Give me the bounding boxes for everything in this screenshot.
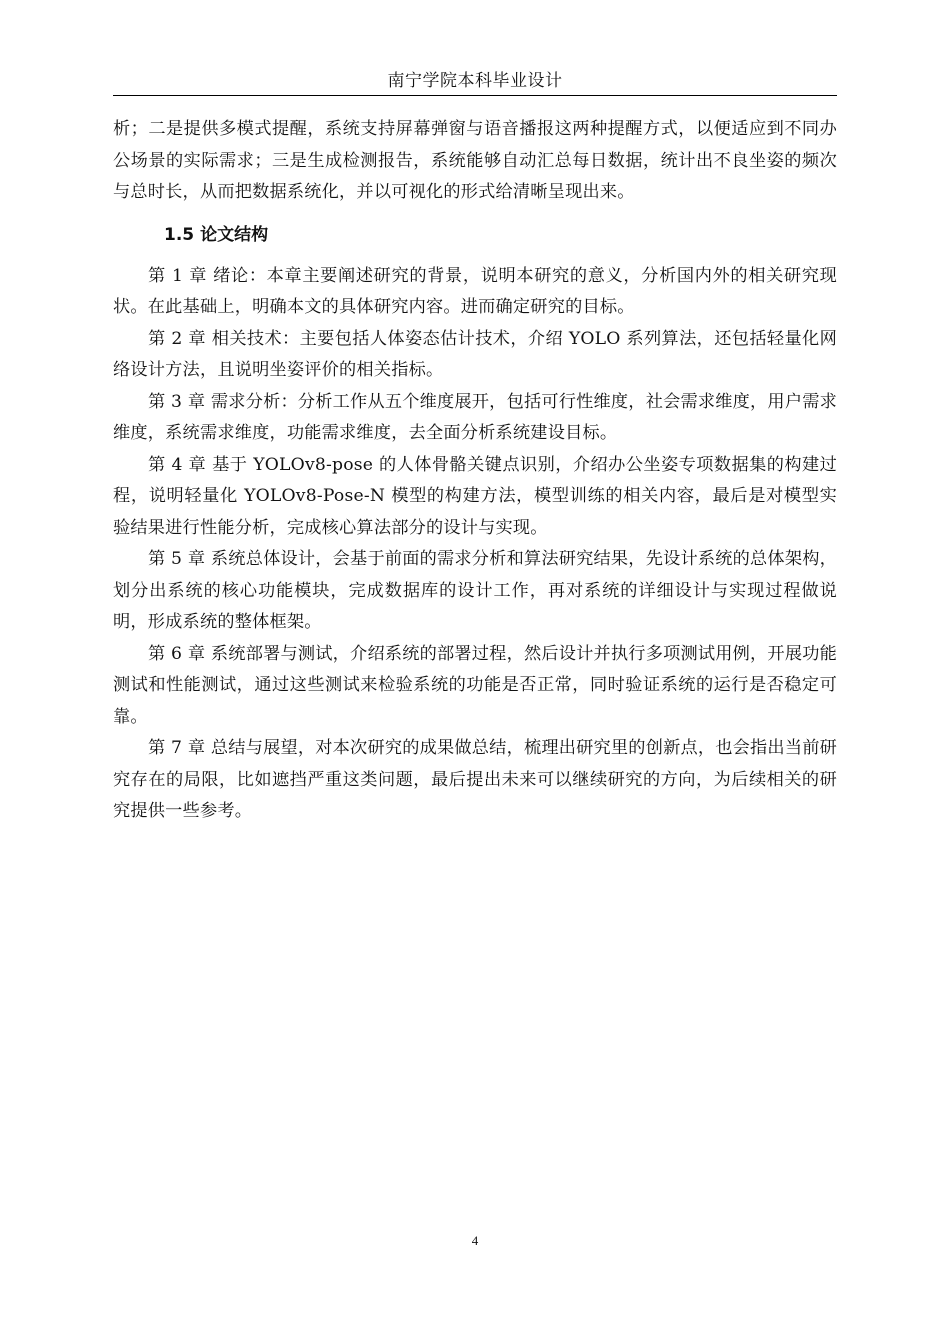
chapter-7-paragraph: 第 7 章 总结与展望，对本次研究的成果做总结，梳理出研究里的创新点，也会指出当前研究存在的局限，比如遮挡严重这类问题，最后提出未来可以继续研究的方向，为后续相关的研究提供一些参考。	[113, 738, 837, 821]
page-number: 4	[471, 1233, 479, 1248]
chapter-4-paragraph: 第 4 章 基于 YOLOv8-pose 的人体骨骼关键点识别，介绍办公坐姿专项数据集的构建过程，说明轻量化 YOLOv8-Pose-N 模型的构建方法，模型训练的相关内容，最后是对模型实验结果进行性能分析，完成核心算法部分的设计与实现。	[113, 454, 837, 538]
chapter-6-paragraph: 第 6 章 系统部署与测试，介绍系统的部署过程，然后设计并执行多项测试用例，开展功能测试和性能测试，通过这些测试来检验系统的功能是否正常，同时验证系统的运行是否稳定可靠。	[113, 643, 837, 727]
section-heading	[113, 217, 837, 253]
chapter-2-paragraph: 第 2 章 相关技术：主要包括人体姿态估计技术，介绍 YOLO 系列算法，还包括轻量化网络设计方法，且说明坐姿评价的相关指标。	[113, 328, 837, 380]
running-header: 南宁学院本科毕业设计	[387, 71, 563, 91]
header-divider	[113, 95, 837, 96]
chapter-5-paragraph: 第 5 章 系统总体设计，会基于前面的需求分析和算法研究结果，先设计系统的总体架构，划分出系统的核心功能模块，完成数据库的设计工作，再对系统的详细设计与实现过程做说明，形成系统的整体框架。	[113, 549, 837, 632]
page-body	[113, 114, 837, 828]
intro-paragraph: 析；二是提供多模式提醒，系统支持屏幕弹窗与语音播报这两种提醒方式，以便适应到不同办公场景的实际需求；三是生成检测报告，系统能够自动汇总每日数据，统计出不良坐姿的频次与总时长，从而把数据系统化，并以可视化的形式给清晰呈现出来。	[113, 119, 837, 202]
chapter-1-paragraph: 第 1 章 绪论：本章主要阐述研究的背景，说明本研究的意义，分析国内外的相关研究现状。在此基础上，明确本文的具体研究内容。进而确定研究的目标。	[113, 265, 837, 317]
section-number: 1.5	[164, 224, 195, 245]
chapter-3-paragraph: 第 3 章 需求分析：分析工作从五个维度展开，包括可行性维度，社会需求维度，用户需求维度，系统需求维度，功能需求维度，去全面分析系统建设目标。	[113, 391, 837, 443]
section-title: 论文结构	[200, 224, 269, 245]
